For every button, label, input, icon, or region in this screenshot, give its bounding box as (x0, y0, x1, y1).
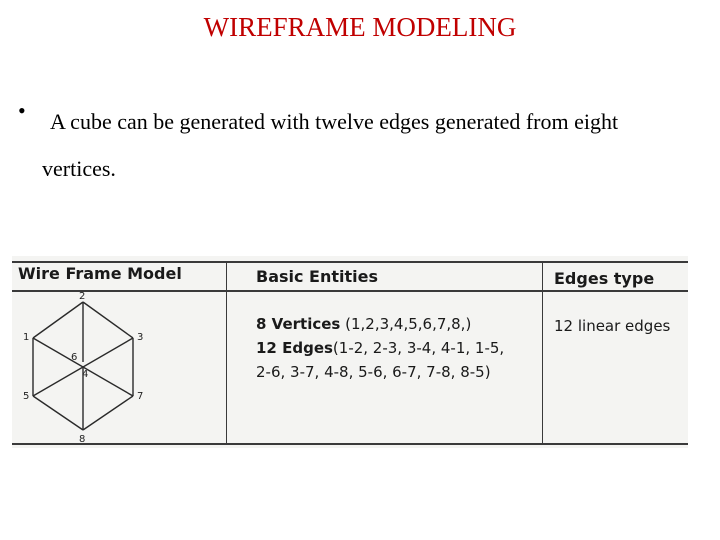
vertices-label: 8 Vertices (256, 315, 341, 333)
header-basic-entities: Basic Entities (256, 267, 379, 286)
vertex-label-5: 5 (23, 391, 30, 402)
vertex-label-6: 6 (71, 352, 78, 363)
edge-7-8 (83, 396, 133, 430)
slide-title: WIREFRAME MODELING (203, 12, 517, 42)
edges-type-cell: 12 linear edges (554, 317, 671, 335)
header-edges-type: Edges type (554, 269, 655, 288)
edges-line (256, 336, 504, 360)
edges-list-1: (1-2, 2-3, 3-4, 4-1, 1-5, (332, 339, 505, 357)
edge-2-3 (83, 302, 133, 338)
table-column-divider-1 (226, 261, 227, 444)
header-wire-frame-model: Wire Frame Model (18, 264, 182, 283)
vertex-label-7: 7 (137, 391, 144, 402)
basic-entities-cell (256, 312, 504, 384)
vertex-label-2: 2 (79, 291, 86, 302)
table-top-line (12, 261, 688, 263)
vertex-label-8: 8 (79, 434, 86, 445)
vertices-line (256, 312, 504, 336)
vertex-label-1: 1 (23, 332, 30, 343)
edge-2-1 (33, 302, 83, 338)
vertex-label-4: 4 (82, 369, 89, 380)
scanned-table-image (12, 256, 688, 448)
bullet-marker: • (18, 98, 26, 123)
table-column-divider-2 (542, 261, 543, 444)
edges-list-2: 2-6, 3-7, 4-8, 5-6, 6-7, 7-8, 8-5) (256, 363, 491, 381)
bullet-text: A cube can be generated with twelve edges generated from eight vertices. (42, 109, 619, 181)
vertices-list: (1,2,3,4,5,6,7,8,) (345, 315, 472, 333)
edge-5-8 (33, 396, 83, 430)
cube-wireframe-diagram (20, 290, 170, 446)
edges-label: 12 Edges (256, 339, 333, 357)
vertex-label-3: 3 (137, 332, 144, 343)
